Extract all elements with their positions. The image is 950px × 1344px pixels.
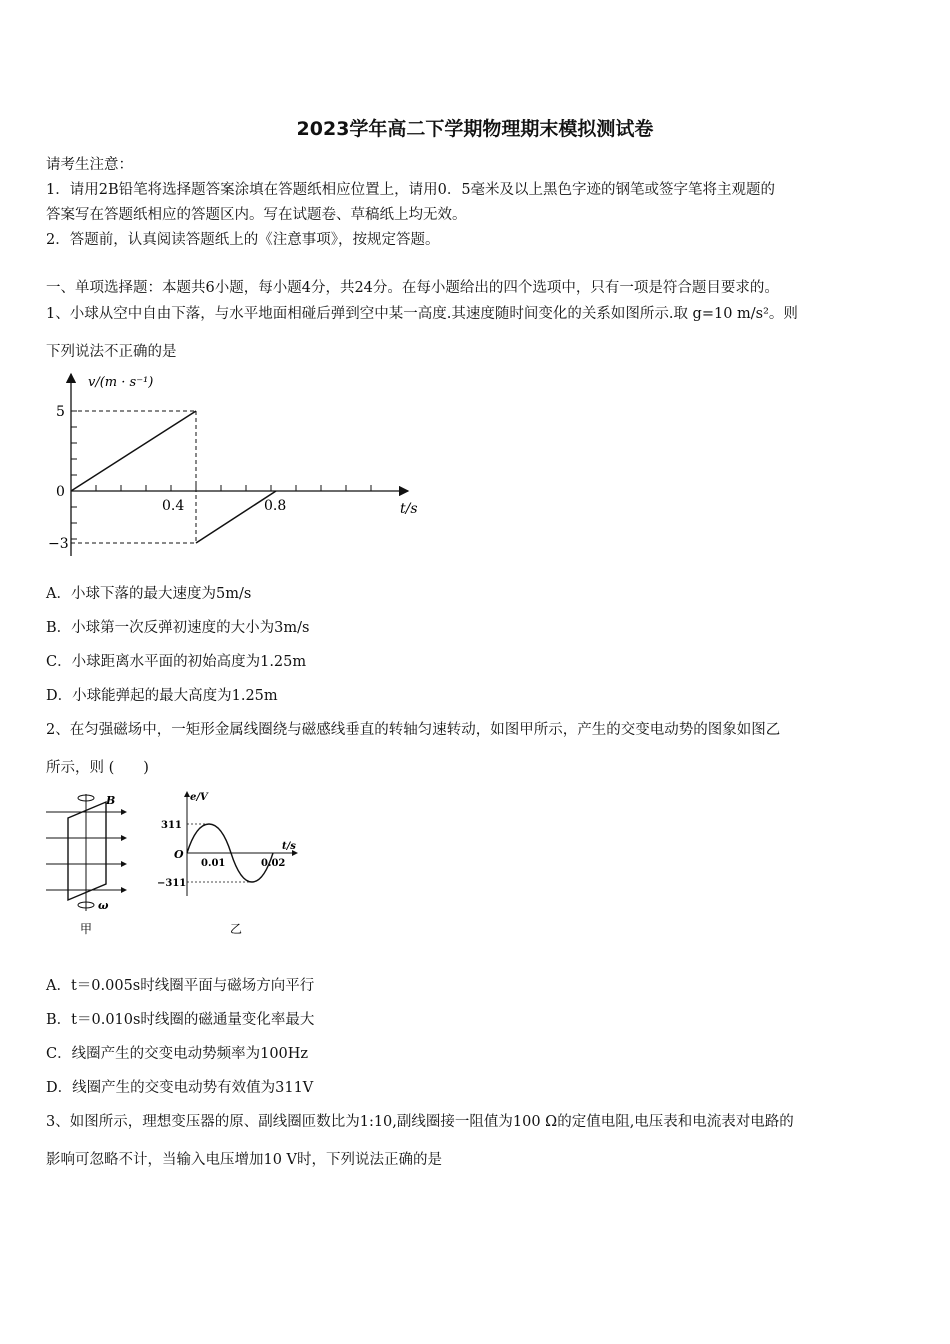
q2-stem-2: 所示，则 ( ): [46, 760, 149, 776]
q1-vt-graph: [46, 366, 436, 566]
q1-stem-2: 下列说法不正确的是: [46, 344, 177, 360]
q1-xlabel: t/s: [400, 501, 418, 517]
q1-option-b: B．小球第一次反弹初速度的大小为3m/s: [46, 620, 310, 636]
q2-origin: O: [174, 848, 184, 861]
q2-figure-jia: [44, 786, 144, 941]
q2-xlabel: t/s: [282, 841, 296, 852]
q2-ylabel: e/V: [190, 792, 208, 803]
q2-x1: 0.01: [201, 858, 226, 869]
q1-x04: 0.4: [162, 498, 185, 514]
q2-x2: 0.02: [261, 858, 286, 869]
q2-option-d: D．线圈产生的交变电动势有效值为311V: [46, 1080, 314, 1096]
label-b: B: [106, 794, 116, 807]
page-title: 2023学年高二下学期物理期末模拟测试卷: [296, 118, 654, 140]
q2-stem-1: 2、在匀强磁场中，一矩形金属线圈绕与磁感线垂直的转轴匀速转动，如图甲所示，产生的交变电动势的图象如图乙: [46, 722, 781, 738]
q1-segment-fall: [71, 411, 196, 491]
q1-option-c: C．小球距离水平面的初始高度为1.25m: [46, 654, 307, 670]
q3-stem-1: 3、如图所示，理想变压器的原、副线圈匝数比为1:10,副线圈接一阻值为100 Ω的定值电阻,电压表和电流表对电路的: [46, 1114, 794, 1130]
q2-figure-yi: [152, 786, 302, 941]
q2-ymax: 311: [161, 820, 182, 831]
notice-heading: 请考生注意：: [46, 157, 133, 173]
q1-option-a: A．小球下落的最大速度为5m/s: [46, 586, 252, 602]
label-omega: ω: [98, 899, 109, 912]
q1-x08: 0.8: [264, 498, 287, 514]
notice-line-2: 答案写在答题纸相应的答题区内。写在试题卷、草稿纸上均无效。: [46, 207, 467, 223]
q1-yneg3: −3: [48, 536, 69, 552]
q1-stem-1: 1、小球从空中自由下落，与水平地面相碰后弹到空中某一高度.其速度随时间变化的关系如图所示.取 g=10 m/s²。则: [46, 306, 798, 322]
q1-ylabel: v/(m · s⁻¹): [88, 375, 154, 390]
q2-option-c: C．线圈产生的交变电动势频率为100Hz: [46, 1046, 309, 1062]
caption-jia: 甲: [80, 922, 93, 936]
coil-icon: [68, 802, 106, 900]
q1-y5: 5: [56, 404, 65, 420]
q3-stem-2: 影响可忽略不计，当输入电压增加10 V时，下列说法正确的是: [46, 1152, 443, 1168]
q2-option-b: B．t＝0.010s时线圈的磁通量变化率最大: [46, 1012, 315, 1028]
q1-option-d: D．小球能弹起的最大高度为1.25m: [46, 688, 278, 704]
q1-y0: 0: [56, 484, 65, 500]
q2-ymin: −311: [157, 878, 187, 889]
q2-option-a: A．t＝0.005s时线圈平面与磁场方向平行: [46, 978, 315, 994]
caption-yi: 乙: [230, 922, 243, 936]
notice-line-1: 1．请用2B铅笔将选择题答案涂填在答题纸相应位置上，请用0．5毫米及以上黑色字迹的钢笔或签字笔将主观题的: [46, 182, 776, 198]
notice-line-3: 2．答题前，认真阅读答题纸上的《注意事项》，按规定答题。: [46, 232, 440, 248]
section-heading: 一、单项选择题：本题共6小题，每小题4分，共24分。在每小题给出的四个选项中，只有一项是符合题目要求的。: [46, 280, 779, 296]
